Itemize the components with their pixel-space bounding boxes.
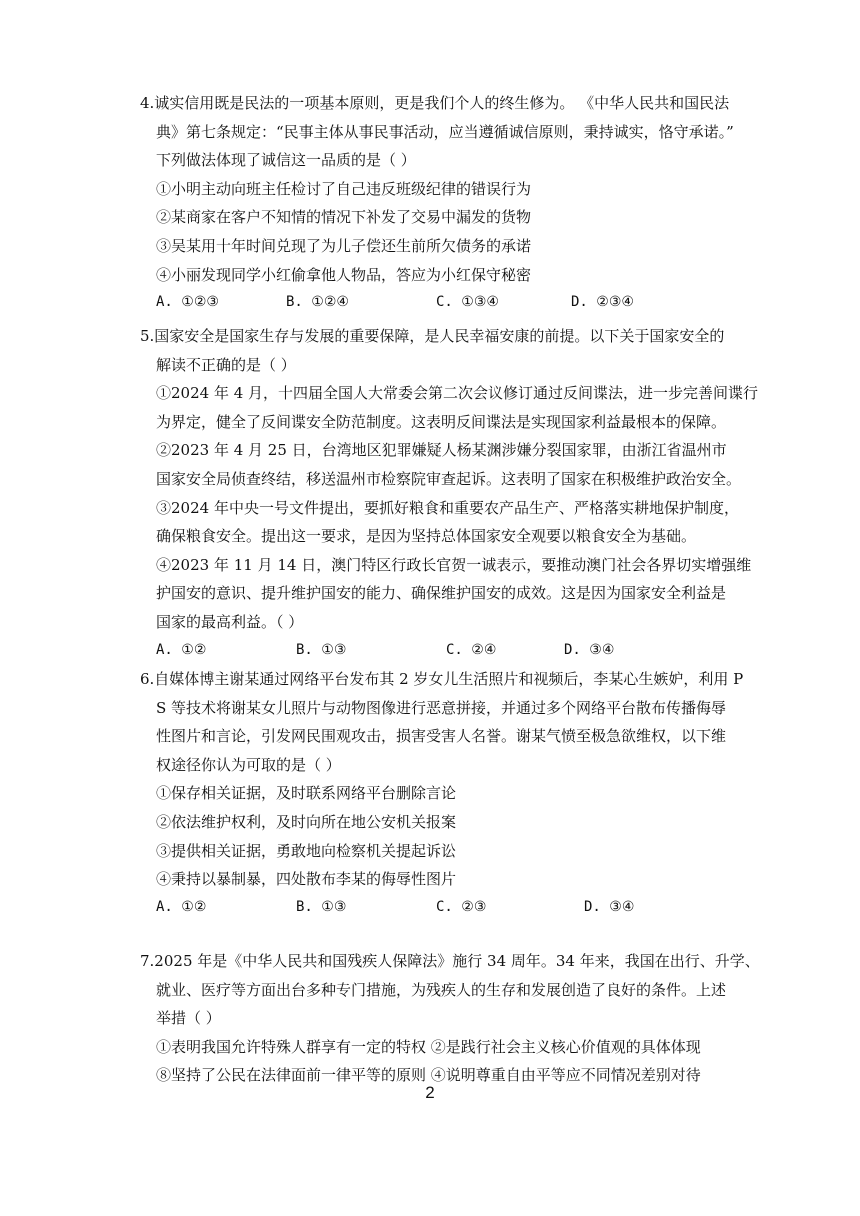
answer-options	[140, 637, 800, 663]
statement-item: 为界定，健全了反间谍安全防范制度。这表明反间谍法是实现国家利益最根本的保障。	[156, 412, 727, 431]
option-b[interactable]: B. ①②④	[286, 294, 349, 311]
option-a[interactable]: A. ①②	[156, 641, 207, 658]
statement-item: ①表明我国允许特殊人群享有一定的特权 ②是践行社会主义核心价值观的具体体现	[156, 1037, 701, 1056]
question-stem-line: 下列做法体现了诚信这一品质的是（ ）	[156, 151, 416, 170]
statement-item: ⑧坚持了公民在法律面前一律平等的原则 ④说明尊重自由平等应不同情况差别对待	[156, 1066, 701, 1085]
statement-item: ①小明主动向班主任检讨了自己违反班级纪律的错误行为	[156, 179, 532, 198]
option-d[interactable]: D. ③④	[564, 641, 615, 658]
option-c[interactable]: C. ②④	[446, 641, 497, 658]
option-d[interactable]: D. ③④	[584, 898, 635, 915]
answer-options	[140, 289, 800, 315]
statement-item: ④秉持以暴制暴，四处散布李某的侮辱性图片	[156, 870, 457, 889]
question-stem-line: 4.诚实信用既是民法的一项基本原则，更是我们个人的终生修为。 《中华人民共和国民法	[140, 94, 730, 112]
statement-item: ③2024 年中央一号文件提出，要抓好粮食和重要农产品生产、严格落实耕地保护制度，	[156, 498, 739, 517]
statement-item: 国家的最高利益。（ ）	[156, 612, 304, 631]
statement-item: ③吴某用十年时间兑现了为儿子偿还生前所欠债务的承诺	[156, 236, 532, 255]
question-7	[140, 947, 800, 1090]
option-c[interactable]: C. ①③④	[436, 294, 499, 311]
statement-item: 确保粮食安全。提出这一要求，是因为坚持总体国家安全观要以粮食安全为基础。	[156, 527, 697, 546]
statement-item: ③提供相关证据，勇敢地向检察机关提起诉讼	[156, 841, 457, 860]
question-stem-line: 6.自媒体博主谢某通过网络平台发布其 2 岁女儿生活照片和视频后，李某心生嫉妒，利用 P	[140, 670, 744, 688]
option-c[interactable]: C. ②③	[436, 898, 487, 915]
question-4	[140, 89, 800, 315]
statement-item: ②某商家在客户不知情的情况下补发了交易中漏发的货物	[156, 208, 532, 227]
statement-item: ④2023 年 11 月 14 日，澳门特区行政长官贺一诚表示，要推动澳门社会各界切实增强维	[156, 555, 752, 574]
option-d[interactable]: D. ②③④	[571, 294, 634, 311]
statement-item: ④小丽发现同学小红偷拿他人物品，答应为小红保守秘密	[156, 265, 532, 284]
question-stem-line: 5.国家安全是国家生存与发展的重要保障，是人民幸福安康的前提。以下关于国家安全的	[140, 327, 725, 345]
question-stem-line: 典》第七条规定：“民事主体从事民事活动，应当遵循诚信原则，秉持诚实，恪守承诺。”	[156, 122, 734, 141]
answer-options	[140, 894, 800, 920]
page-number: 2	[425, 1083, 435, 1102]
statement-item: ②依法维护权利，及时向所在地公安机关报案	[156, 812, 457, 831]
question-stem-line: 就业、医疗等方面出台多种专门措施，为残疾人的生存和发展创造了良好的条件。上述	[156, 980, 727, 999]
option-a[interactable]: A. ①②	[156, 898, 207, 915]
question-5	[140, 322, 800, 663]
question-stem-line: 权途径你认为可取的是（ ）	[156, 755, 341, 774]
question-stem-line: 性图片和言论，引发网民围观攻击，损害受害人名誉。谢某气愤至极急欲维权，以下维	[156, 727, 727, 746]
option-b[interactable]: B. ①③	[296, 641, 347, 658]
option-b[interactable]: B. ①③	[296, 898, 347, 915]
question-stem-line: S 等技术将谢某女儿照片与动物图像进行恶意拼接，并通过多个网络平台散布传播侮辱	[156, 698, 727, 717]
statement-item: 护国安的意识、提升维护国安的能力、确保维护国安的成效。这是因为国家安全利益是	[156, 584, 727, 603]
question-stem-line: 7.2025 年是《中华人民共和国残疾人保障法》施行 34 周年。34 年来，我国在出行、升学、	[140, 952, 760, 970]
statement-item: ①2024 年 4 月，十四届全国人大常委会第二次会议修订通过反间谍法，进一步完善间谍行	[156, 384, 759, 403]
statement-item: 国家安全局侦查终结，移送温州市检察院审查起诉。这表明了国家在积极维护政治安全。	[156, 469, 742, 488]
question-stem-line: 举措（ ）	[156, 1009, 221, 1028]
statement-item: ①保存相关证据，及时联系网络平台删除言论	[156, 784, 457, 803]
question-stem-line: 解读不正确的是（ ）	[156, 355, 296, 374]
statement-item: ②2023 年 4 月 25 日，台湾地区犯罪嫌疑人杨某渊涉嫌分裂国家罪，由浙江省温州市	[156, 441, 727, 460]
question-6	[140, 665, 800, 920]
option-a[interactable]: A. ①②③	[156, 294, 219, 311]
